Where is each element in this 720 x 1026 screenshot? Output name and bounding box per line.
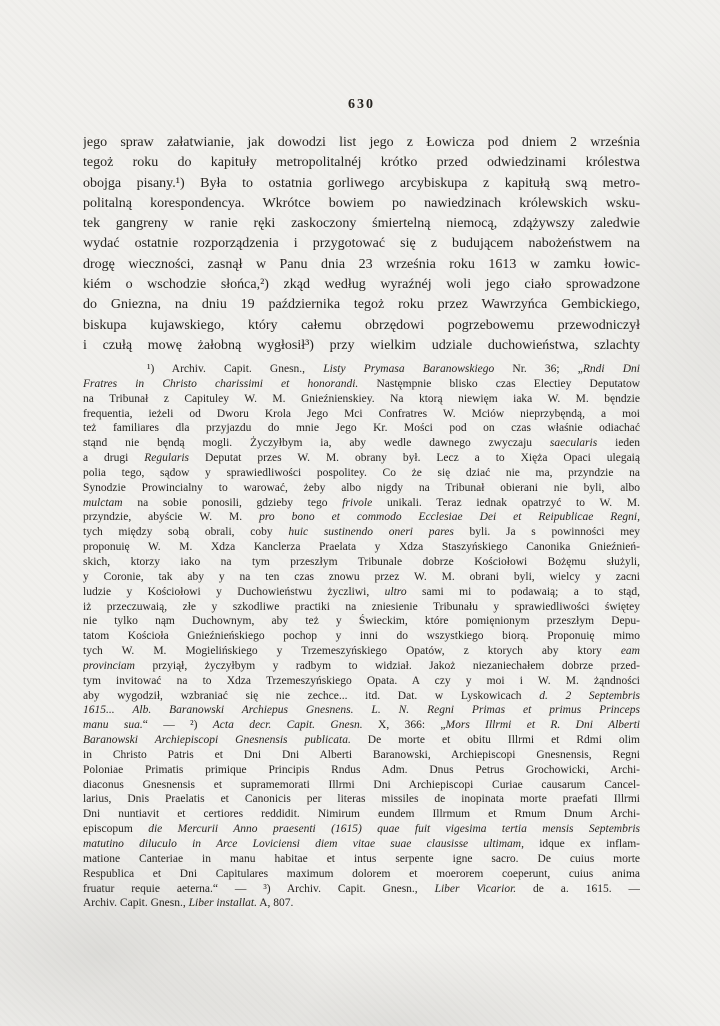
footnote-italic-text: Fratres in Christo charissimi et honorandi. — [83, 377, 359, 390]
footnote-italic-text: die Mercurii Anno praesenti (1615) quae fuit vigesima tertia mensis Septembris — [148, 823, 640, 836]
footnote-text: tym invitować na to Xdza Trzemeszyńskiego Opata. A czy y moi i W. M. żąndności — [83, 674, 640, 687]
footnote-text: skich, ktorzy iako na tym przeszłym Tribunale dobrze Kościołowi Bożęmu służyli, — [83, 555, 640, 568]
footnote-italic-text: Mors Illrmi et R. Dni Alberti — [445, 719, 640, 732]
body-text — [83, 133, 640, 356]
footnote-line — [83, 481, 640, 496]
footnote-text: proponuię W. M. Xdza Kanclerza Praelata y Xdza Staszyńskiego Canonika Gnieźnień- — [83, 541, 640, 554]
footnote-line — [83, 644, 640, 659]
footnote-text: Respublica et Dni Capitulares maximum dolorem et moerorem coeperunt, cuius anima — [83, 867, 640, 880]
footnote-line — [83, 659, 640, 674]
footnote-text: sami mi to podawaią; a to stąd, — [406, 585, 640, 598]
footnote-text: a drugi — [83, 452, 145, 465]
footnote-line — [83, 392, 640, 407]
body-text-line: drogę wieczności, zasnął w Panu dnia 23 września roku 1613 w zamku łowic- — [83, 256, 640, 272]
footnote-italic-text: d. 2 Septembris — [539, 689, 640, 702]
footnote-text: X, 366: „ — [362, 719, 446, 732]
footnote-line — [83, 674, 640, 689]
footnote-line — [83, 377, 640, 392]
footnote-line — [83, 555, 640, 570]
footnote-text: , idque ex inflam- — [521, 838, 640, 850]
footnote-text: stąnd nie bęndą mogli. Życzyłbym ia, aby wedle dawnego zwyczaju — [83, 437, 550, 450]
body-text-line: wydać ostatnie rozporządzenia i przygotować się z budującem nabożeństwem na — [83, 236, 640, 252]
body-text-line: obojga pisany.¹) Była to ostatnia gorliwego arcybiskupa z kapitułą swą metro- — [83, 175, 640, 191]
footnote-line — [83, 778, 640, 793]
footnote-italic-text: Rndi Dni — [582, 363, 640, 375]
footnote-text: diaconus Gnesnensis et supramemorati Illrmi Dni Archiepiscopi Curiae causarum Cancel- — [83, 778, 640, 791]
footnote-text: aby wygodził, wzbraniać się nie zechce... itd. Dat. w Lyskowicach — [83, 689, 540, 702]
footnote-text: Synodzie Prowincialny to warować, żeby albo nigdy na Tribunał obierani nie byli, albo — [83, 481, 640, 494]
footnote-text: y Coronie, tak aby y na ten czas znowu przez W. M. obrani byli, wielcy y zacni — [83, 570, 640, 583]
footnote-italic-text: saecularis — [549, 437, 598, 450]
footnote-text: byli. Ja s powinności mey — [453, 526, 640, 539]
footnote-line — [83, 689, 640, 704]
body-text-line: i czułą mowę żałobną wygłosił³) przy wielkim udziale duchowieństwa, szlachty — [83, 337, 640, 353]
footnote-line — [83, 629, 640, 644]
footnote-italic-text: frivole — [342, 496, 373, 509]
footnote-line — [83, 600, 640, 615]
footnote-text: przyiął, życzyłbym y radbym to widział. Jakoż niezaniechałem dobrze przed- — [134, 659, 640, 672]
footnote-line — [83, 421, 640, 436]
footnote-italic-text: Regularis — [144, 452, 190, 465]
footnote-text: też familiares dla przyjazdu do mnie Jego Kr. Mości pod on czas właśnie odiachać — [83, 422, 640, 435]
footnote-text: frequentia, ieżeli od Dworu Krola Jego Mci Confratres W. Mciów nieprzybęndą, a moi — [83, 407, 640, 420]
footnote-italic-text: Liber installat. — [188, 897, 257, 910]
footnote-text: ¹) Archiv. Capit. Gnesn., — [147, 363, 324, 375]
footnote-italic-text: mulctam — [83, 496, 123, 509]
footnote-text: matione Canteriae in manu habitae et intus serpente igne sacro. De cuius morte — [83, 852, 640, 865]
footnote-line — [83, 525, 640, 540]
footnote-italic-text: matutino diluculo in Arce Loviciensi diem vitae suae clausisse ultimam — [83, 838, 522, 850]
footnote-italic-text: ultro — [384, 585, 407, 598]
footnote-text: tych W. M. Mogielińskiego y Trzemeszyńskiego Opatów, z ktorych aby ktory — [83, 645, 621, 658]
footnote-line — [83, 867, 640, 882]
body-text-line: biskupa kujawskiego, który całemu obrzędowi pogrzebowemu przewodniczył — [83, 317, 640, 333]
footnote-text: iż przeczuwaią, złe y szkodliwe practiki na zniesienie Tribunału y sprawiedliwości świętey — [83, 600, 640, 613]
footnote-text: unikali. Teraz iednak opatrzyć to W. M. — [372, 496, 640, 509]
footnote-line — [83, 837, 640, 852]
page-number: 630 — [348, 97, 375, 112]
footnote-italic-text: Baranowski Archiepiscopi Gnesnensis publicata. — [83, 734, 351, 747]
footnote-text: tatom Kościoła Gnieźnieńskiego pochop y inni do wszystkiego biorą. Proponuię mimo — [83, 630, 640, 643]
footnote-text: na sobie ponosili, gdzieby tego — [122, 496, 343, 509]
footnote-line — [83, 703, 640, 718]
body-text-line: kiém o wschodzie słońca,²) zkąd według wyraźnéj woli jego ciało sprowadzone — [83, 277, 640, 293]
footnote-italic-text: eam — [620, 645, 640, 658]
footnote-line — [83, 718, 640, 733]
footnote-line — [83, 436, 640, 451]
footnote-italic-text: provinciam — [83, 659, 135, 672]
footnote-italic-text: pro bono et commodo Ecclesiae Dei et Reipublicae Regni, — [259, 511, 640, 524]
footnote-text: na Tribunał z Capituley W. M. Gnieźnienskiey. Na ktorą niewięm iaka W. M. bęndzie — [83, 392, 640, 405]
footnote-text: Nr. 36; „ — [494, 363, 583, 375]
footnote-line — [83, 852, 640, 867]
body-text-line: tek gangreny w ranie ręki zaskoczony śmiertelną niemocą, zdążywszy zaledwie — [83, 216, 640, 232]
footnote-line — [83, 540, 640, 555]
footnote-line — [83, 585, 640, 600]
footnote-text: Deputat przes W. M. obrany był. Lecz a to Xięża Opaci ulegaią — [189, 452, 640, 465]
footnote-line — [83, 733, 640, 748]
footnote-text: ieden — [597, 437, 640, 450]
footnote-line — [83, 407, 640, 422]
footnote-line — [83, 896, 640, 911]
footnote-line — [83, 763, 640, 778]
footnote-text: Archiv. Capit. Gnesn., — [83, 897, 189, 910]
footnote-italic-text: Liber Vicarior. — [434, 882, 517, 895]
footnote-text: fruatur requie aeterna.“ — ³) Archiv. Capit. Gnesn., — [83, 882, 435, 895]
footnote-italic-text: huic sustinendo oneri pares — [288, 526, 454, 539]
footnote-text: ludzie y Kościołowi y Duchowieństwu życzliwi, — [83, 585, 385, 598]
footnote-line — [83, 882, 640, 897]
footnote-line — [83, 451, 640, 466]
body-text-line: tegoż roku do kapituły metropolitalnéj krótko przed odwiedzinami królestwa — [83, 155, 640, 171]
footnote-block — [83, 362, 640, 911]
footnote-text: przyndzie, abyście W. M. — [83, 511, 260, 524]
footnote-line — [83, 614, 640, 629]
footnote-text: tych między sobą obrali, coby — [83, 526, 289, 539]
footnote-text: De morte et obitu Illrmi et Rdmi olim — [350, 734, 640, 747]
footnote-line — [83, 792, 640, 807]
footnote-text: nie tylko nąm Duchownym, aby też y Świeckim, które pomięnionym przeszłym Depu- — [83, 615, 640, 628]
footnote-italic-text: 1615... Alb. Baranowski Archiepus Gnesnens. L. N. Regni Primas et primus Princeps — [83, 704, 640, 717]
footnote-italic-text: Listy Prymasa Baranowskiego — [323, 363, 495, 375]
footnote-text: Poloniae Primatis primique Principis Rndus Adm. Dnus Petrus Grochowicki, Archi- — [83, 763, 640, 776]
footnote-line — [83, 748, 640, 763]
body-text-line: do Gniezna, na dniu 19 października tegoż roku przez Wawrzyńca Gembickiego, — [83, 297, 640, 313]
body-text-line: politalną korespondencya. Wkrótce bowiem po nawiedzinach królewskich wsku- — [83, 195, 640, 211]
footnote-text: episcopum — [83, 823, 149, 836]
footnote-text: Dni nuntiavit et certiores reddidit. Nimirum eundem Illrmum et Rmum Dnum Archi- — [83, 808, 640, 821]
footnote-line — [83, 570, 640, 585]
footnote-line — [83, 510, 640, 525]
footnote-text: Nastęmpnie blisko czas Electiey Deputatow — [358, 377, 640, 390]
footnote-text: polia tego, sądow y sprawiedliwości pospolitey. Co że się dziać nie ma, przyndzie na — [83, 466, 640, 479]
footnote-line — [83, 362, 640, 377]
footnote-line — [83, 807, 640, 822]
footnote-italic-text: manu sua. — [83, 719, 143, 732]
footnote-line — [83, 496, 640, 511]
footnote-text: A, 807. — [257, 897, 294, 910]
footnote-line — [83, 822, 640, 837]
footnote-text: de a. 1615. — — [516, 882, 640, 895]
footnote-text: “ — ²) — [142, 719, 213, 732]
footnote-italic-text: Acta decr. Capit. Gnesn. — [212, 719, 363, 732]
footnote-line — [83, 466, 640, 481]
footnote-text: in Christo Patris et Dni Dni Alberti Baranowski, Archiepiscopi Gnesnensis, Regni — [83, 748, 640, 761]
footnote-text: larius, Dnis Praelatis et Canonicis per literas missiles de inopinata morte praefati Illrmi — [83, 793, 640, 806]
body-text-line: jego spraw załatwianie, jak dowodzi list jego z Łowicza pod dniem 2 września — [83, 135, 640, 150]
